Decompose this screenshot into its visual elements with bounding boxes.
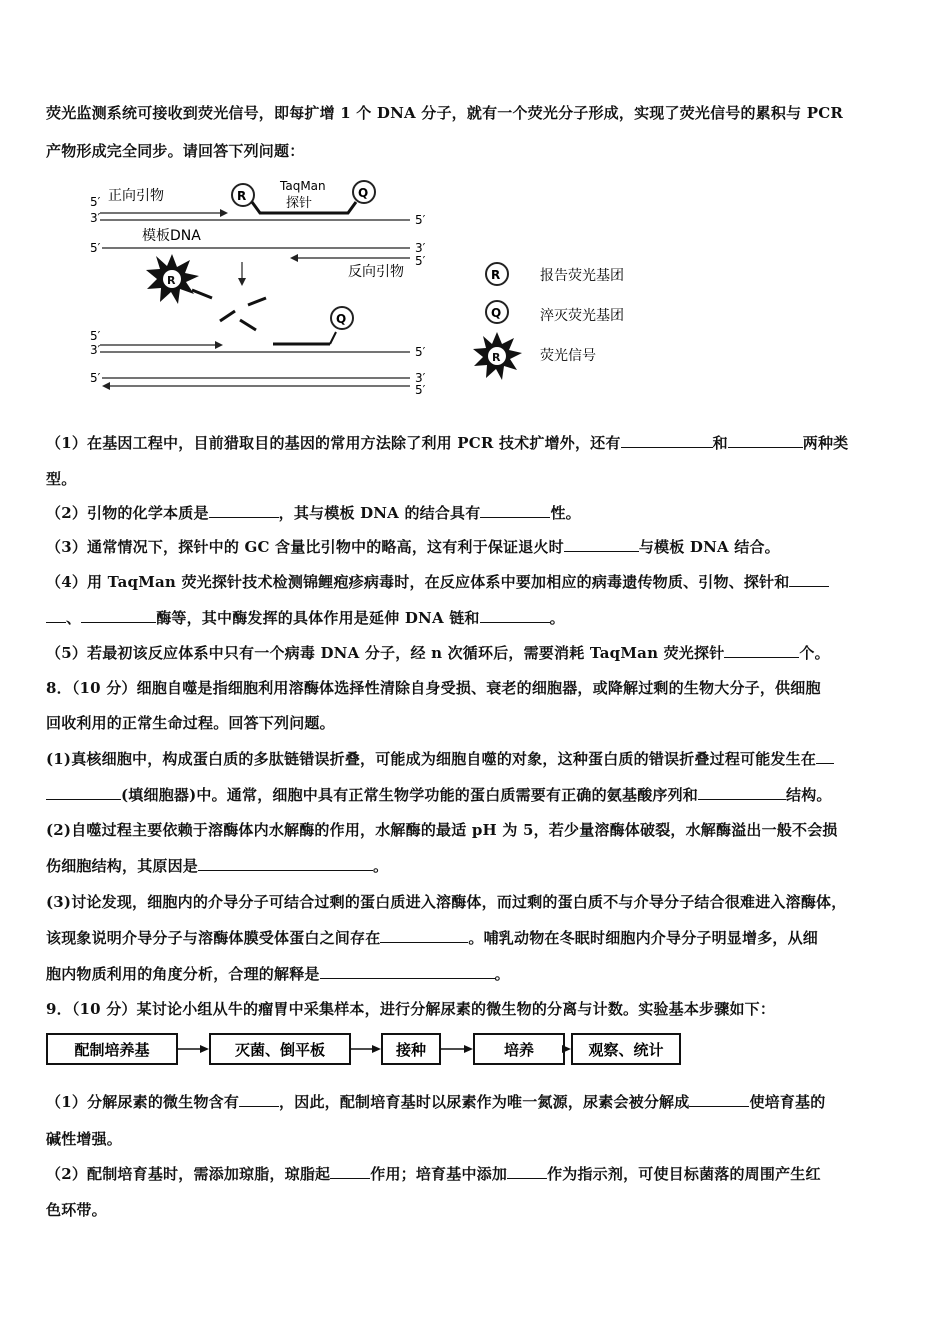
svg-text:5′: 5′ bbox=[415, 213, 426, 227]
five-prime-label: 5′ bbox=[90, 195, 101, 209]
legend-quencher-label: 淬灭荧光基团 bbox=[540, 308, 624, 324]
q9-part2-cont: 色环带。 bbox=[46, 1201, 107, 1219]
q9-part1: （1）分解尿素的微生物含有 ，因此，配制培育基时以尿素作为唯一氮源，尿素会被分解成 使培育基的 bbox=[46, 1093, 826, 1111]
svg-text:5′: 5′ bbox=[415, 345, 426, 359]
svg-text:5′: 5′ bbox=[415, 383, 426, 397]
q7-part5: （5）若最初该反应体系中只有一个病毒 DNA 分子，经 n 次循环后，需要消耗 TaqMan 荧光探针 个。 bbox=[46, 644, 830, 662]
q8-part1-cont: (填细胞器)中。通常，细胞中具有正常生物学功能的蛋白质需要有正确的氨基酸序列和 结构。 bbox=[46, 784, 832, 805]
q9-part2: （2）配制培育基时，需添加琼脂，琼脂起 作用；培育基中添加 作为指示剂，可使目标菌落的周围产生红 bbox=[46, 1165, 821, 1183]
q8-part3-cont2: 胞内物质利用的角度分析，合理的解释是 。 bbox=[46, 965, 510, 983]
intro-line-2: 产物形成完全同步。请回答下列问题： bbox=[46, 142, 305, 160]
svg-text:5′: 5′ bbox=[90, 329, 101, 343]
step-prepare-medium: 配制培养基 bbox=[74, 1041, 150, 1059]
svg-text:3′: 3′ bbox=[415, 241, 426, 255]
legend-reporter-label: 报告荧光基团 bbox=[540, 268, 624, 284]
svg-text:5′: 5′ bbox=[90, 241, 101, 255]
svg-text:R: R bbox=[492, 351, 501, 364]
step-inoculate: 接种 bbox=[395, 1041, 427, 1059]
reverse-primer-label: 反向引物 bbox=[348, 264, 404, 280]
step-culture: 培养 bbox=[503, 1041, 535, 1059]
procedure-flowchart bbox=[46, 1032, 686, 1068]
q8-part2-cont: 伤细胞结构，其原因是 。 bbox=[46, 857, 389, 875]
step-observe-count: 观察、统计 bbox=[588, 1041, 664, 1059]
q7-part3: （3）通常情况下，探针中的 GC 含量比引物中的略高，这有利于保证退火时 与模板 DNA 结合。 bbox=[46, 538, 780, 556]
svg-text:5′: 5′ bbox=[415, 254, 426, 268]
q7-part1: （1）在基因工程中，目前猎取目的基因的常用方法除了利用 PCR 技术扩增外，还有 和 两种类 bbox=[46, 434, 849, 452]
q7-part1-cont: 型。 bbox=[46, 470, 77, 488]
taqman-label: TaqMan bbox=[280, 179, 326, 193]
q8-part2: (2)自噬过程主要依赖于溶酶体内水解酶的作用，水解酶的最适 pH 为 5，若少量溶酶体破裂，水解酶溢出一般不会损 bbox=[46, 821, 838, 839]
q9-stem: 9．（10 分）某讨论小组从牛的瘤胃中采集样本，进行分解尿素的微生物的分离与计数。实验基本步骤如下： bbox=[46, 1000, 776, 1018]
probe-label: 探针 bbox=[286, 196, 313, 211]
svg-text:5′: 5′ bbox=[90, 371, 101, 385]
q9-part1-cont: 碱性增强。 bbox=[46, 1130, 123, 1148]
q8-stem-2: 回收利用的正常生命过程。回答下列问题。 bbox=[46, 714, 335, 732]
three-prime-label: 3′ bbox=[90, 211, 101, 225]
forward-primer-label: 正向引物 bbox=[108, 188, 164, 204]
q7-part2: （2）引物的化学本质是 ，其与模板 DNA 的结合具有 性。 bbox=[46, 504, 581, 522]
q7-part4-cont: 、 酶等，其中酶发挥的具体作用是延伸 DNA 链和 。 bbox=[46, 607, 565, 628]
intro-line-1: 荧光监测系统可接收到荧光信号，即每扩增 1 个 DNA 分子，就有一个荧光分子形成，实现了荧光信号的累积与 PCR bbox=[46, 104, 843, 122]
q8-stem-1: 8．（10 分）细胞自噬是指细胞利用溶酶体选择性清除自身受损、衰老的细胞器，或降解过剩的生物大分子，供细胞 bbox=[46, 679, 821, 697]
step-sterilize: 灭菌、倒平板 bbox=[234, 1041, 326, 1059]
taqman-diagram bbox=[80, 172, 650, 402]
legend-signal-label: 荧光信号 bbox=[540, 348, 596, 364]
reporter-r-top: R bbox=[237, 189, 247, 203]
svg-text:Q: Q bbox=[491, 306, 502, 320]
svg-text:R: R bbox=[167, 274, 176, 287]
template-dna-label: 模板DNA bbox=[142, 228, 201, 244]
svg-text:Q: Q bbox=[336, 312, 347, 326]
q7-part4: （4）用 TaqMan 荧光探针技术检测锦鲤疱疹病毒时，在反应体系中要加相应的病毒遗传物质、引物、探针和 bbox=[46, 571, 829, 592]
fluorescent-signal-icon bbox=[146, 254, 199, 304]
q8-part3: (3)讨论发现，细胞内的介导分子可结合过剩的蛋白质进入溶酶体，而过剩的蛋白质不与介导分子结合很难进入溶酶体， bbox=[46, 893, 847, 911]
svg-text:3′: 3′ bbox=[90, 343, 101, 357]
legend-fluorescent-signal-icon bbox=[473, 332, 522, 380]
q8-part1: (1)真核细胞中，构成蛋白质的多肽链错误折叠，可能成为细胞自噬的对象，这种蛋白质的错误折叠过程可能发生在 bbox=[46, 748, 834, 769]
quencher-q-top: Q bbox=[358, 186, 369, 200]
svg-text:R: R bbox=[491, 268, 501, 282]
q8-part3-cont: 该现象说明介导分子与溶酶体膜受体蛋白之间存在 。哺乳动物在冬眠时细胞内介导分子明显增多，从细 bbox=[46, 929, 819, 947]
svg-text:3′: 3′ bbox=[415, 371, 426, 385]
